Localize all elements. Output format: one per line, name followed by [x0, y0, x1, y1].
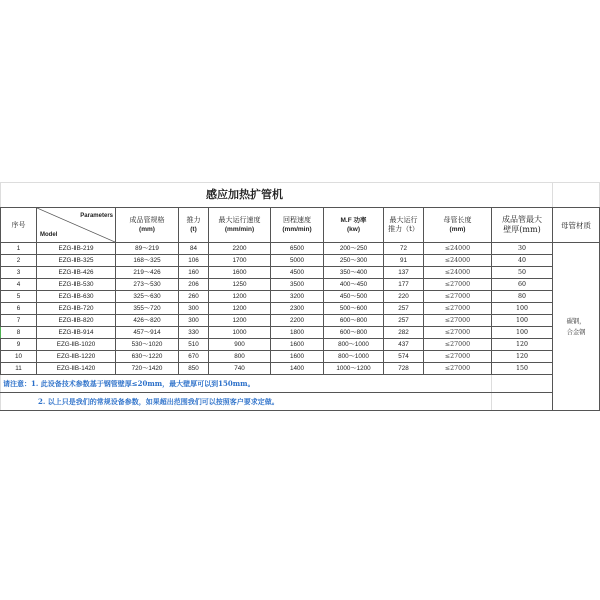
cell-spec: 426～820	[116, 315, 179, 327]
cell-spec: 219～426	[116, 267, 179, 279]
cell-length: ≤27000	[424, 291, 492, 303]
cell-model: EZG-ⅡB-219	[37, 243, 116, 255]
cell-return-speed: 6500	[271, 243, 324, 255]
cell-thrust: 300	[179, 315, 209, 327]
cell-power: 500～600	[324, 303, 384, 315]
cell-return-speed: 1400	[271, 363, 324, 375]
cell-length: ≤27000	[424, 327, 492, 339]
cell-model: EZG-ⅡB-530	[37, 279, 116, 291]
cell-wall: 40	[492, 255, 553, 267]
header-return-speed: 回程速度 (mm/min)	[271, 208, 324, 243]
cell-length: ≤24000	[424, 243, 492, 255]
cell-wall: 100	[492, 315, 553, 327]
table-row	[1, 291, 600, 303]
cell-spec: 457～914	[116, 327, 179, 339]
cell-return-speed: 5000	[271, 255, 324, 267]
cell-max-speed: 2200	[209, 243, 271, 255]
cell-no: 11	[1, 363, 37, 375]
cell-length: ≤24000	[424, 267, 492, 279]
cell-max-run: 257	[384, 315, 424, 327]
cell-length: ≤27000	[424, 363, 492, 375]
cell-thrust: 670	[179, 351, 209, 363]
title-blank-cell	[553, 183, 600, 208]
cell-wall: 150	[492, 363, 553, 375]
header-model: Model	[40, 232, 58, 238]
cell-length: ≤27000	[424, 315, 492, 327]
cell-wall: 60	[492, 279, 553, 291]
header-spec: 成品管规格 (mm)	[116, 208, 179, 243]
cell-power: 1000～1200	[324, 363, 384, 375]
cell-spec: 355～720	[116, 303, 179, 315]
cell-model: EZG-ⅡB-630	[37, 291, 116, 303]
cell-length: ≤27000	[424, 279, 492, 291]
cell-return-speed: 3200	[271, 291, 324, 303]
cell-thrust: 330	[179, 327, 209, 339]
cell-power: 250～300	[324, 255, 384, 267]
cell-max-run: 728	[384, 363, 424, 375]
table-row	[1, 315, 600, 327]
cell-max-speed: 1200	[209, 315, 271, 327]
cell-max-run: 282	[384, 327, 424, 339]
cell-spec: 89～219	[116, 243, 179, 255]
cell-length: ≤27000	[424, 339, 492, 351]
note-2: 2. 以上只是我们的常规设备参数，如果超出范围我们可以按照客户要求定做。	[1, 393, 492, 411]
cell-max-speed: 1600	[209, 267, 271, 279]
header-thrust: 推力 (t)	[179, 208, 209, 243]
cell-wall: 80	[492, 291, 553, 303]
cell-wall: 120	[492, 339, 553, 351]
cell-wall: 100	[492, 303, 553, 315]
cell-max-run: 220	[384, 291, 424, 303]
cell-max-run: 72	[384, 243, 424, 255]
cell-wall: 50	[492, 267, 553, 279]
cell-no: 4	[1, 279, 37, 291]
spec-table	[0, 182, 600, 411]
cell-power: 800～1000	[324, 351, 384, 363]
table-row	[1, 267, 600, 279]
header-parameters: Parameters	[80, 213, 113, 219]
cell-return-speed: 3500	[271, 279, 324, 291]
note-row	[1, 393, 600, 411]
cell-thrust: 300	[179, 303, 209, 315]
cell-no: 7	[1, 315, 37, 327]
header-max-run-thrust: 最大运行 推力（t）	[384, 208, 424, 243]
cell-model: EZG-ⅡB-426	[37, 267, 116, 279]
cell-power: 200～250	[324, 243, 384, 255]
material-cell: 碳钢， 合金钢	[553, 243, 600, 411]
cell-max-speed: 1200	[209, 291, 271, 303]
cell-max-speed: 740	[209, 363, 271, 375]
table-row	[1, 351, 600, 363]
cell-power: 350～400	[324, 267, 384, 279]
cell-max-run: 177	[384, 279, 424, 291]
cell-return-speed: 1600	[271, 339, 324, 351]
table-row	[1, 339, 600, 351]
cell-thrust: 510	[179, 339, 209, 351]
header-length: 母管长度 (mm)	[424, 208, 492, 243]
cell-spec: 325～630	[116, 291, 179, 303]
cell-max-speed: 1200	[209, 303, 271, 315]
cell-spec: 168～325	[116, 255, 179, 267]
cell-power: 450～500	[324, 291, 384, 303]
cell-return-speed: 2200	[271, 315, 324, 327]
cell-model: EZG-ⅡB-914	[37, 327, 116, 339]
cell-length: ≤27000	[424, 303, 492, 315]
cell-model: EZG-ⅡB-820	[37, 315, 116, 327]
cell-max-run: 574	[384, 351, 424, 363]
cell-no: 1	[1, 243, 37, 255]
cell-return-speed: 1600	[271, 351, 324, 363]
cell-return-speed: 2300	[271, 303, 324, 315]
title-row	[1, 183, 600, 208]
table-row	[1, 243, 600, 255]
cell-max-run: 91	[384, 255, 424, 267]
cell-thrust: 106	[179, 255, 209, 267]
cell-max-speed: 800	[209, 351, 271, 363]
cell-wall: 30	[492, 243, 553, 255]
cell-return-speed: 4500	[271, 267, 324, 279]
cell-no: 5	[1, 291, 37, 303]
note-1: 请注意：1. 此设备技术参数基于钢管壁厚≤20mm，最大壁厚可以到150mm。	[1, 375, 492, 393]
cell-spec: 530～1020	[116, 339, 179, 351]
note-blank-cell	[492, 375, 553, 393]
note-blank-cell	[492, 393, 553, 411]
cell-model: EZG-ⅡB-1220	[37, 351, 116, 363]
cell-return-speed: 1800	[271, 327, 324, 339]
cell-thrust: 84	[179, 243, 209, 255]
cell-power: 400～450	[324, 279, 384, 291]
cell-model: EZG-ⅡB-720	[37, 303, 116, 315]
cell-no: 3	[1, 267, 37, 279]
cell-wall: 120	[492, 351, 553, 363]
cell-max-speed: 1250	[209, 279, 271, 291]
table-row	[1, 363, 600, 375]
cell-max-run: 437	[384, 339, 424, 351]
cell-max-run: 137	[384, 267, 424, 279]
table-row	[1, 279, 600, 291]
cell-thrust: 160	[179, 267, 209, 279]
header-index: 序号	[1, 208, 37, 243]
cell-wall: 100	[492, 327, 553, 339]
page-title: 感应加热扩管机	[1, 183, 553, 208]
table-row	[1, 255, 600, 267]
cell-max-speed: 1000	[209, 327, 271, 339]
table-row	[1, 303, 600, 315]
header-material: 母管材质	[553, 208, 600, 243]
header-max-wall: 成品管最大 壁厚(mm)	[492, 208, 553, 243]
cell-no: 2	[1, 255, 37, 267]
cell-spec: 273～530	[116, 279, 179, 291]
cell-thrust: 260	[179, 291, 209, 303]
cell-power: 600～800	[324, 327, 384, 339]
cell-thrust: 850	[179, 363, 209, 375]
cell-no: 9	[1, 339, 37, 351]
cell-no: 8	[1, 327, 37, 339]
spec-sheet	[0, 182, 599, 411]
cell-power: 600～800	[324, 315, 384, 327]
cell-thrust: 206	[179, 279, 209, 291]
cell-spec: 630～1220	[116, 351, 179, 363]
cell-model: EZG-ⅡB-1420	[37, 363, 116, 375]
cell-model: EZG-ⅡB-325	[37, 255, 116, 267]
cell-max-run: 257	[384, 303, 424, 315]
note-row	[1, 375, 600, 393]
header-diagonal	[37, 208, 116, 243]
cell-length: ≤24000	[424, 255, 492, 267]
cell-no: 10	[1, 351, 37, 363]
table-row	[1, 327, 600, 339]
header-max-speed: 最大运行速度 (mm/min)	[209, 208, 271, 243]
cell-spec: 720～1420	[116, 363, 179, 375]
header-mf-power: M.F 功率 (kw)	[324, 208, 384, 243]
cell-length: ≤27000	[424, 351, 492, 363]
cell-power: 800～1000	[324, 339, 384, 351]
cell-max-speed: 1700	[209, 255, 271, 267]
header-row	[1, 208, 600, 243]
cell-no: 6	[1, 303, 37, 315]
cell-max-speed: 900	[209, 339, 271, 351]
cell-model: EZG-ⅡB-1020	[37, 339, 116, 351]
